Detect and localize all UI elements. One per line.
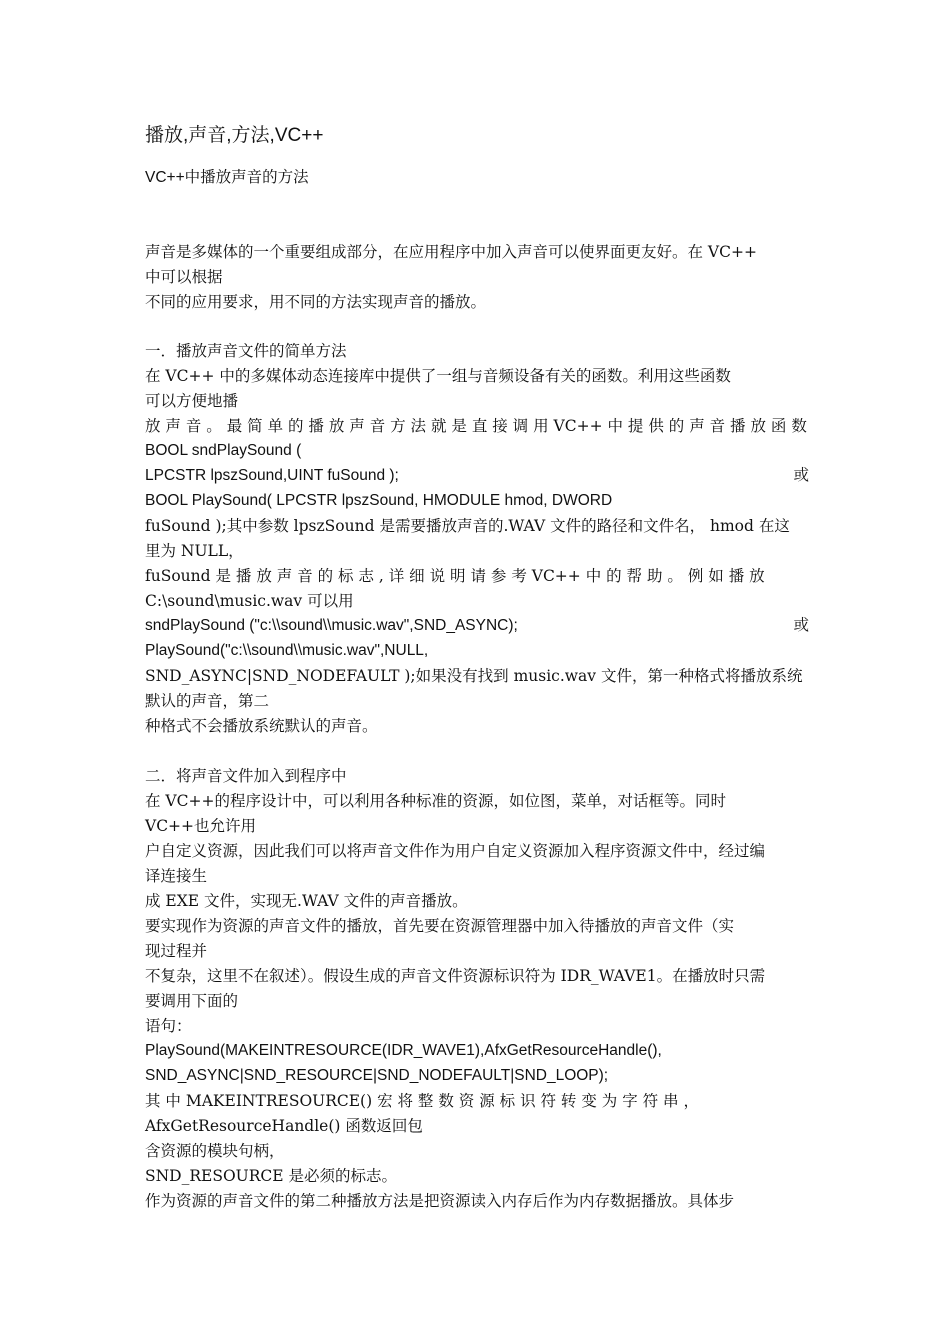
body-line: VC++也允许用 xyxy=(145,817,257,835)
body-line: SND_RESOURCE 是必须的标志。 xyxy=(145,1167,398,1185)
body-line: 在 VC++ 中的多媒体动态连接库中提供了一组与音频设备有关的函数。利用这些函数 xyxy=(145,367,731,385)
keywords-line: 播放,声音,方法,VC++ xyxy=(145,125,324,146)
code-line: PlaySound("c:\\sound\\music.wav",NULL, xyxy=(145,642,429,659)
code-text: sndPlaySound ("c:\\sound\\music.wav",SND_ASYNC); xyxy=(145,617,518,634)
body-line: 声音是多媒体的一个重要组成部分，在应用程序中加入声音可以使界面更友好。在 VC++ xyxy=(145,243,757,261)
section-heading-2: 二．将声音文件加入到程序中 xyxy=(145,767,347,785)
body-line: 作为资源的声音文件的第二种播放方法是把资源读入内存后作为内存数据播放。具体步 xyxy=(145,1192,735,1210)
body-line: fuSound 是 播 放 声 音 的 标 志 , 详 细 说 明 请 参 考 VC++ 中 的 帮 助 。 例 如 播 放 xyxy=(145,567,765,585)
or-text: 或 xyxy=(793,617,809,634)
body-line: 放 声 音 。 最 简 单 的 播 放 声 音 方 法 就 是 直 接 调 用 VC++ 中 提 供 的 声 音 播 放 函 数 xyxy=(145,417,807,435)
code-line xyxy=(145,615,809,637)
body-line: 语句： xyxy=(145,1017,192,1035)
body-line: C:\sound\music.wav 可以用 xyxy=(145,592,354,610)
body-line: 默认的声音，第二 xyxy=(145,692,270,710)
code-line: PlaySound(MAKEINTRESOURCE(IDR_WAVE1),AfxGetResourceHandle(), xyxy=(145,1042,662,1059)
body-line: 不同的应用要求，用不同的方法实现声音的播放。 xyxy=(145,293,487,311)
body-line: 里为 NULL， xyxy=(145,542,244,560)
body-line: SND_ASYNC|SND_NODEFAULT );如果没有找到 music.wav 文件，第一种格式将播放系统 xyxy=(145,667,803,685)
body-line: fuSound );其中参数 lpszSound 是需要播放声音的.WAV 文件的路径和文件名， hmod 在这 xyxy=(145,517,790,535)
body-line: 要实现作为资源的声音文件的播放，首先要在资源管理器中加入待播放的声音文件（实 xyxy=(145,917,735,935)
body-line: 要调用下面的 xyxy=(145,992,239,1010)
code-line: BOOL PlaySound( LPCSTR lpszSound, HMODULE hmod, DWORD xyxy=(145,492,613,509)
document-title: VC++中播放声音的方法 xyxy=(145,169,309,186)
body-line: 译连接生 xyxy=(145,867,208,885)
code-line: SND_ASYNC|SND_RESOURCE|SND_NODEFAULT|SND_LOOP); xyxy=(145,1067,609,1084)
or-text: 或 xyxy=(793,467,809,484)
body-line: 含资源的模块句柄， xyxy=(145,1142,285,1160)
body-line: 在 VC++的程序设计中，可以利用各种标准的资源，如位图，菜单，对话框等。同时 xyxy=(145,792,726,810)
body-line: 可以方便地播 xyxy=(145,392,239,410)
code-line xyxy=(145,465,809,487)
body-line: 户自定义资源，因此我们可以将声音文件作为用户自定义资源加入程序资源文件中，经过编 xyxy=(145,842,766,860)
body-line: 种格式不会播放系统默认的声音。 xyxy=(145,717,378,735)
body-line: 现过程并 xyxy=(145,942,208,960)
body-line: 中可以根据 xyxy=(145,268,223,286)
body-line: 成 EXE 文件，实现无.WAV 文件的声音播放。 xyxy=(145,892,468,910)
body-line: 不复杂，这里不在叙述）。假设生成的声音文件资源标识符为 IDR_WAVE1。在播放时只需 xyxy=(145,967,766,985)
section-heading-1: 一．播放声音文件的简单方法 xyxy=(145,342,347,360)
body-line: AfxGetResourceHandle() 函数返回包 xyxy=(145,1117,423,1135)
body-line: 其 中 MAKEINTRESOURCE() 宏 将 整 数 资 源 标 识 符 转 变 为 字 符 串 ， xyxy=(145,1092,699,1110)
code-text: LPCSTR lpszSound,UINT fuSound ); xyxy=(145,467,399,484)
code-line: BOOL sndPlaySound ( xyxy=(145,442,302,459)
